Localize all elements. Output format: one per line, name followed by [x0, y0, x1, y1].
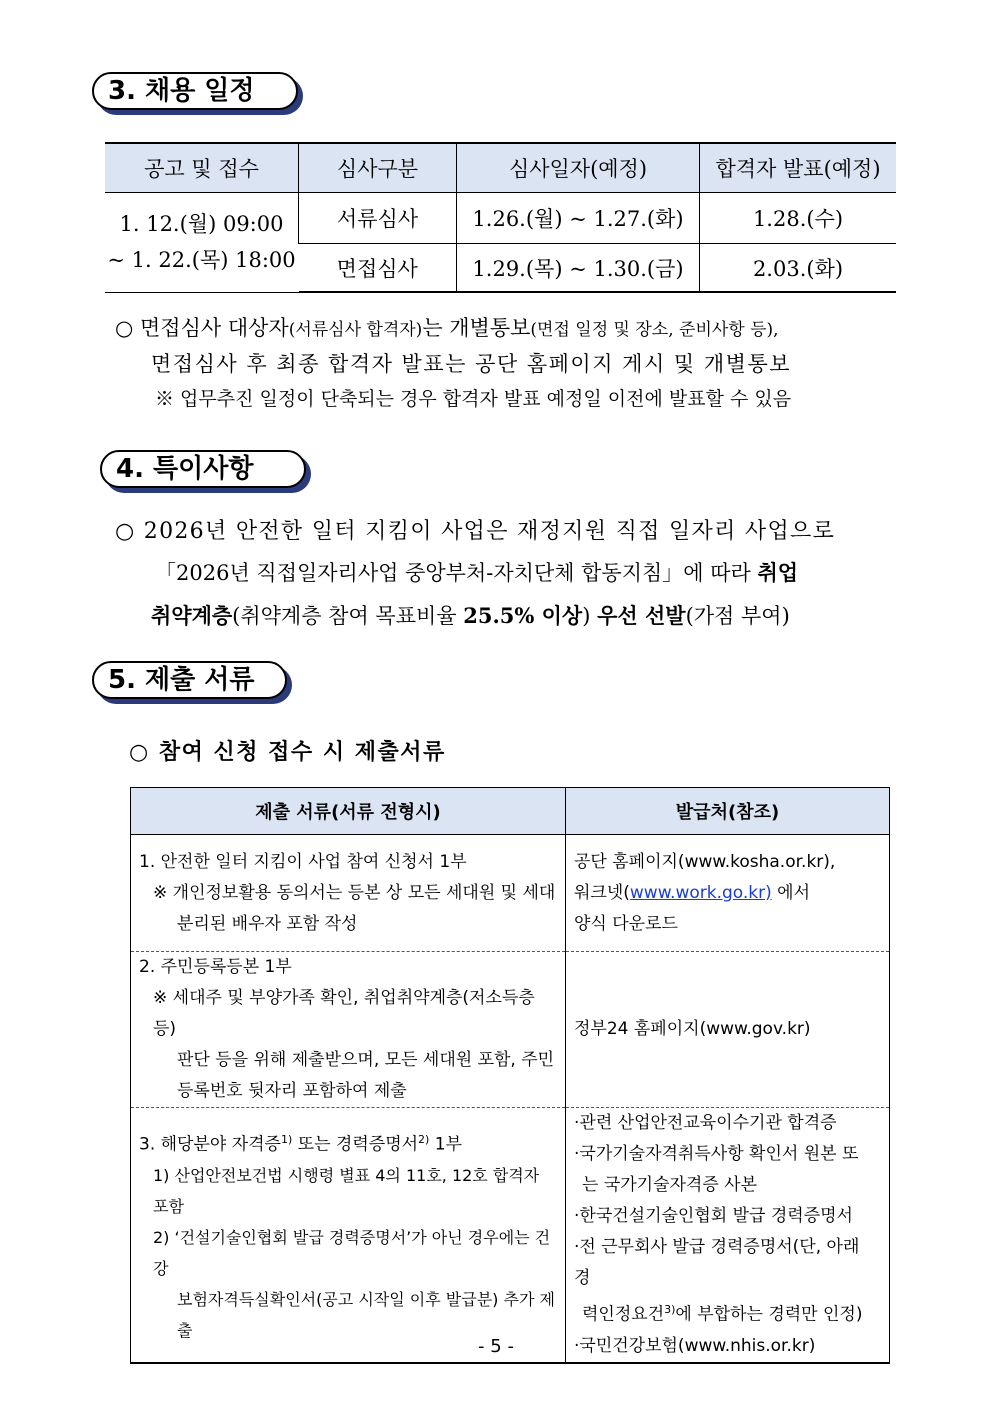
section-3-title: 3. 채용 일정: [92, 72, 298, 110]
docs-row-2-issuer: [566, 952, 890, 1108]
schedule-period-line1: 1. 12.(월) 09:00: [119, 212, 284, 237]
footnote-mark: 2): [418, 1132, 430, 1146]
schedule-header-type: 심사구분: [299, 143, 457, 193]
docs-header-documents: 제출 서류(서류 전형시): [131, 788, 566, 835]
issuer-line: 정부24 홈페이지(www.gov.kr): [574, 1019, 811, 1039]
schedule-header-period: 공고 및 접수: [105, 143, 299, 193]
schedule-date-cell: 1.29.(목) ~ 1.30.(금): [457, 244, 700, 293]
issuer-text: 워크넷(: [574, 882, 630, 903]
page-number: - 5 -: [478, 1336, 514, 1357]
schedule-period-cell: [105, 193, 299, 293]
note-text-bold: 우선 선발: [597, 603, 686, 628]
doc-line: 등록번호 뒷자리 포함하여 제출: [177, 1081, 407, 1101]
schedule-table: [105, 142, 896, 293]
note-text: (서류심사 합격자): [288, 320, 423, 340]
issuer-line: 양식 다운로드: [574, 913, 678, 934]
sec4-line-3: [151, 600, 790, 630]
doc-text: 3. 해당분야 자격증: [139, 1134, 281, 1155]
docs-row-3-document: [131, 1108, 566, 1363]
sec3-note-3: ※ 업무추진 일정이 단축되는 경우 합격자 발표 예정일 이전에 발표할 수 있음: [155, 388, 792, 410]
doc-text: 또는 경력증명서: [292, 1134, 419, 1155]
schedule-announce-cell: 1.28.(수): [700, 193, 897, 244]
section-4-title: 4. 특이사항: [100, 450, 306, 488]
doc-line: 1. 안전한 일터 지킴이 사업 참여 신청서 1부: [139, 851, 467, 872]
docs-row-3-issuer: [566, 1108, 890, 1363]
issuer-line: ·관련 산업안전교육이수기관 합격증: [574, 1113, 837, 1133]
doc-line: [139, 1124, 557, 1161]
worknet-link[interactable]: www.work.go.kr): [629, 882, 772, 903]
doc-text: 1부: [429, 1134, 462, 1155]
doc-line: 판단 등을 위해 제출받으며, 모든 세대원 포함, 주민: [177, 1050, 555, 1070]
docs-header-issuer: 발급처(참조): [566, 788, 890, 835]
doc-line: 2) ‘건설기술인협회 발급 경력증명서’가 아닌 경우에는 건강: [153, 1228, 551, 1279]
doc-line: 분리된 배우자 포함 작성: [177, 913, 358, 934]
schedule-type-cell: 면접심사: [299, 244, 457, 293]
documents-table: [130, 787, 890, 1364]
issuer-line: ·국가기술자격취득사항 확인서 원본 또: [574, 1144, 859, 1164]
issuer-line: ·국민건강보험(www.nhis.or.kr): [574, 1335, 816, 1356]
note-text: ): [582, 604, 598, 628]
sec3-note-1: [115, 312, 779, 342]
docs-row-1-issuer: [566, 835, 890, 952]
sec5-subtitle: ○ 참여 신청 접수 시 제출서류: [129, 739, 446, 765]
footnote-mark: 3): [664, 1303, 676, 1316]
schedule-header-announce: 합격자 발표(예정): [700, 143, 897, 193]
issuer-line: [574, 878, 881, 909]
note-text: (가점 부여): [685, 604, 790, 628]
note-text: (취약계층 참여 목표비율: [232, 604, 464, 628]
section-5-title: 5. 제출 서류: [92, 661, 287, 699]
issuer-line: 는 국가기술자격증 사본: [582, 1175, 758, 1195]
issuer-line: ·한국건설기술인협회 발급 경력증명서: [574, 1206, 853, 1226]
schedule-type-cell: 서류심사: [299, 193, 457, 244]
doc-line: 보험자격득실확인서(공고 시작일 이후 발급분) 추가 제출: [177, 1290, 555, 1341]
schedule-period-line2: ~ 1. 22.(목) 18:00: [107, 248, 296, 273]
issuer-line: [574, 1294, 881, 1331]
docs-row-2-document: [131, 952, 566, 1108]
schedule-announce-cell: 2.03.(화): [700, 244, 897, 293]
doc-line: 1) 산업안전보건법 시행령 별표 4의 11호, 12호 합격자 포함: [153, 1166, 540, 1217]
schedule-date-cell: 1.26.(월) ~ 1.27.(화): [457, 193, 700, 244]
issuer-text: 에 부합하는 경력만 인정): [675, 1304, 863, 1325]
issuer-line: ·전 근무회사 발급 경력증명서(단, 아래 경: [574, 1237, 860, 1288]
issuer-text: 력인정요건: [582, 1304, 665, 1325]
sec3-note-2: 면접심사 후 최종 합격자 발표는 공단 홈페이지 게시 및 개별통보: [151, 352, 792, 376]
footnote-mark: 1): [280, 1132, 293, 1146]
issuer-line: 공단 홈페이지(www.kosha.or.kr),: [574, 851, 836, 872]
doc-line: ※ 개인정보활용 동의서는 등본 상 모든 세대원 및 세대: [153, 882, 556, 903]
note-text: ○ 면접심사 대상자: [115, 316, 289, 340]
issuer-text: 에서: [771, 882, 811, 903]
note-text-bold: 취업: [757, 560, 799, 585]
sec4-line-1: ○ 2026년 안전한 일터 지킴이 사업은 재정지원 직접 일자리 사업으로: [115, 519, 836, 544]
note-text: (면접 일정 및 장소, 준비사항 등),: [530, 320, 779, 340]
note-text: 는 개별통보: [422, 316, 531, 340]
docs-row-1-document: [131, 835, 566, 952]
note-text: 「2026년 직접일자리사업 중앙부처-자치단체 합동지침」에 따라: [155, 561, 758, 585]
note-text-bold: 취약계층: [151, 603, 233, 628]
sec4-line-2: [155, 557, 798, 587]
doc-line: ※ 세대주 및 부양가족 확인, 취업취약계층(저소득층 등): [153, 988, 535, 1039]
note-text-bold: 25.5% 이상: [463, 603, 583, 628]
doc-line: 2. 주민등록등본 1부: [139, 957, 292, 977]
schedule-header-date: 심사일자(예정): [457, 143, 700, 193]
